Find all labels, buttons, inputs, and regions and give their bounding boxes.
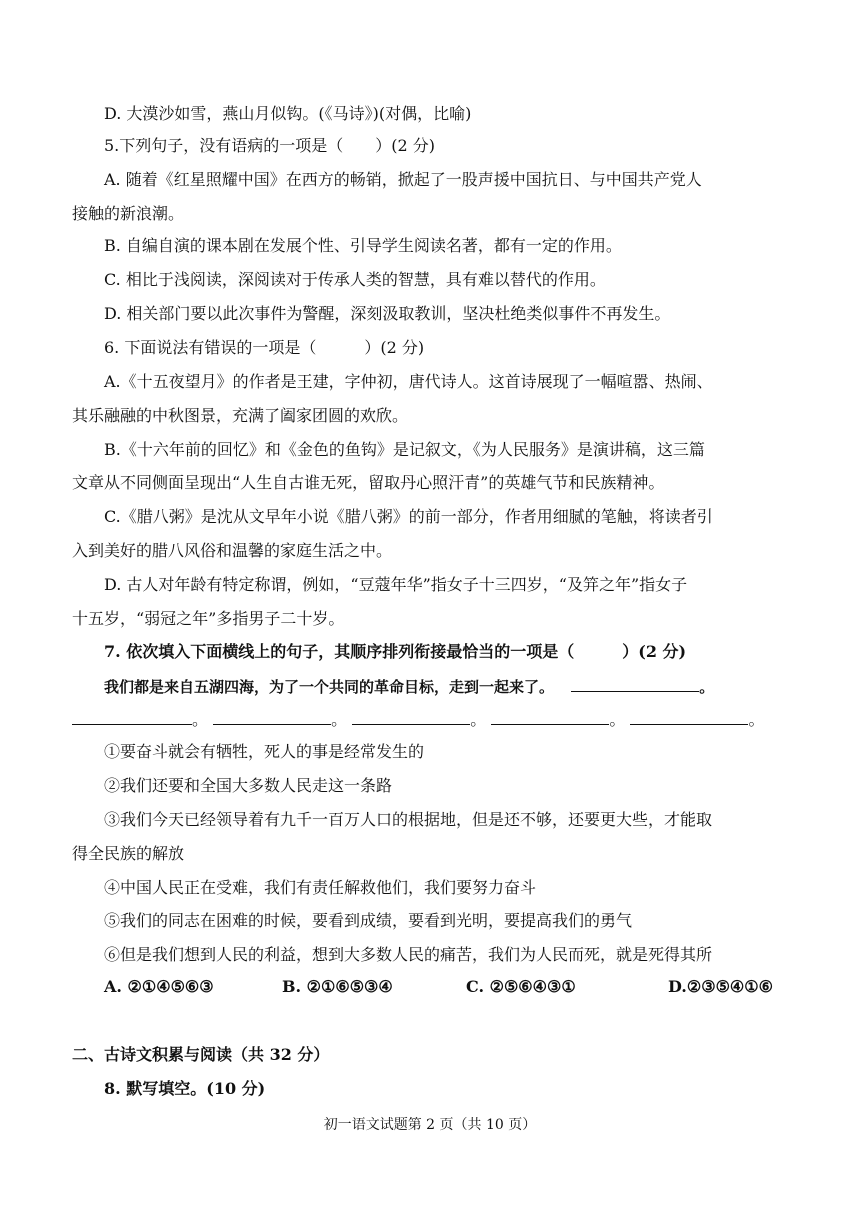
blank-punct: 。 (748, 710, 765, 729)
q7-passage-text: 我们都是来自五湖四海，为了一个共同的革命目标，走到一起来了。 (104, 678, 555, 696)
q7-option-a[interactable]: A. ②①④⑤⑥③ (104, 977, 214, 996)
q6-option-b-line2: 文章从不同侧面呈现出“人生自古谁无死，留取丹心照汗青”的英雄气节和民族精神。 (72, 473, 665, 492)
q6-option-c-line1: C.《腊八粥》是沈从文早年小说《腊八粥》的前一部分，作者用细腻的笔触，将读者引 (104, 507, 713, 526)
q7-sentence-5: ⑤我们的同志在困难的时候，要看到成绩，要看到光明，要提高我们的勇气 (104, 911, 633, 930)
answer-blank[interactable] (213, 710, 331, 725)
q7-sentence-4: ④中国人民正在受难，我们有责任解救他们，我们要努力奋斗 (104, 878, 537, 897)
blank-punct: 。 (699, 678, 715, 696)
q6-option-a-line1: A.《十五夜望月》的作者是王建，字仲初，唐代诗人。这首诗展现了一幅喧嚣、热闹、 (104, 372, 713, 391)
answer-blank[interactable] (630, 710, 748, 725)
question-5-stem: 5.下列句子，没有语病的一项是（ ）(2 分) (104, 136, 436, 155)
question-8-stem: 8. 默写填空。(10 分) (104, 1079, 266, 1098)
q7-sentence-1: ①要奋斗就会有牺牲，死人的事是经常发生的 (104, 742, 425, 761)
q6-option-d-line1: D. 古人对年龄有特定称谓，例如，“豆蔻年华”指女子十三四岁，“及笄之年”指女子 (104, 575, 688, 594)
blank-punct: 。 (331, 710, 348, 729)
q7-option-b[interactable]: B. ②①⑥⑤③④ (282, 977, 393, 996)
q6-option-b-line1: B.《十六年前的回忆》和《金色的鱼钩》是记叙文，《为人民服务》是演讲稿，这三篇 (104, 440, 705, 459)
q5-option-c: C. 相比于浅阅读，深阅读对于传承人类的智慧，具有难以替代的作用。 (104, 270, 606, 289)
blank-punct: 。 (192, 710, 209, 729)
page-footer: 初一语文试题第 2 页（共 10 页） (323, 1117, 537, 1133)
q6-option-a-line2: 其乐融融的中秋图景，充满了阖家团圆的欢欣。 (72, 406, 409, 425)
q7-option-d[interactable]: D.②③⑤④①⑥ (668, 977, 773, 996)
q5-option-a-line2: 接触的新浪潮。 (72, 204, 185, 223)
answer-blank[interactable] (352, 710, 470, 725)
q5-option-d: D. 相关部门要以此次事件为警醒，深刻汲取教训，坚决杜绝类似事件不再发生。 (104, 304, 671, 323)
q7-sentence-2: ②我们还要和全国大多数人民走这一条路 (104, 776, 393, 795)
q6-option-c-line2: 入到美好的腊八风俗和温馨的家庭生活之中。 (72, 541, 393, 560)
q6-option-d-line2: 十五岁，“弱冠之年”多指男子二十岁。 (72, 609, 345, 628)
q7-option-c[interactable]: C. ②⑤⑥④③① (466, 977, 576, 996)
blank-punct: 。 (470, 710, 487, 729)
q7-sentence-3-line1: ③我们今天已经领导着有九千一百万人口的根据地，但是还不够，还要更大些，才能取 (104, 810, 713, 829)
answer-blank[interactable] (72, 710, 192, 725)
q7-passage-line1 (104, 677, 834, 697)
q7-blanks-line (72, 710, 802, 730)
section-2-heading: 二、古诗文积累与阅读（共 32 分） (72, 1045, 330, 1064)
answer-blank[interactable] (491, 710, 609, 725)
q7-sentence-6: ⑥但是我们想到人民的利益，想到大多数人民的痛苦，我们为人民而死，就是死得其所 (104, 945, 713, 964)
q7-sentence-3-line2: 得全民族的解放 (72, 844, 185, 863)
q5-option-a-line1: A. 随着《红星照耀中国》在西方的畅销，掀起了一股声援中国抗日、与中国共产党人 (104, 170, 702, 189)
answer-blank[interactable] (571, 677, 699, 692)
blank-punct: 。 (609, 710, 626, 729)
q5-option-b: B. 自编自演的课本剧在发展个性、引导学生阅读名著，都有一定的作用。 (104, 236, 622, 255)
question-7-stem: 7. 依次填入下面横线上的句子，其顺序排列衔接最恰当的一项是（ ）(2 分) (104, 642, 687, 661)
question-6-stem: 6. 下面说法有错误的一项是（ ）(2 分) (104, 338, 425, 357)
q4-option-d: D. 大漠沙如雪，燕山月似钩。(《马诗》)(对偶，比喻) (104, 104, 472, 123)
